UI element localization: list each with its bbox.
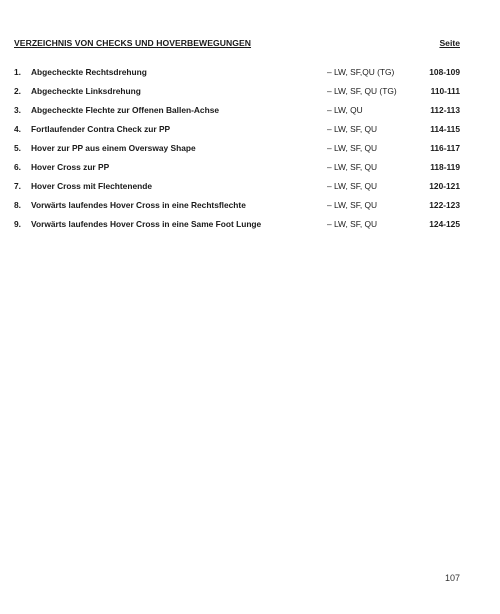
entry-dances: – LW, SF, QU (TG): [327, 86, 397, 96]
page-title: VERZEICHNIS VON CHECKS UND HOVERBEWEGUNGEN: [14, 38, 252, 48]
toc-entry: [14, 105, 460, 124]
entry-title: Hover Cross zur PP: [31, 162, 110, 172]
entry-dances: – LW, QU: [327, 105, 363, 115]
entry-dances: – LW, SF, QU: [327, 162, 378, 172]
entry-title: Abgecheckte Flechte zur Offenen Ballen-Achse: [31, 105, 220, 115]
toc-entry: [14, 143, 460, 162]
entry-title: Abgecheckte Rechtsdrehung: [31, 67, 147, 77]
entry-pages: 110-111: [430, 86, 460, 96]
entry-title: Fortlaufender Contra Check zur PP: [31, 124, 171, 134]
entry-number: 8.: [14, 200, 21, 210]
entry-number: 6.: [14, 162, 21, 172]
entry-number: 1.: [14, 67, 21, 77]
entry-dances: – LW, SF, QU: [327, 219, 378, 229]
entry-pages: 120-121: [429, 181, 460, 191]
toc-header: [14, 38, 460, 52]
toc-entry: [14, 86, 460, 105]
toc-entry: [14, 162, 460, 181]
entry-pages: 114-115: [430, 124, 460, 134]
entry-number: 9.: [14, 219, 21, 229]
toc-entry: [14, 67, 460, 86]
table-of-contents: [14, 67, 460, 238]
entry-dances: – LW, SF, QU: [327, 124, 378, 134]
toc-entry: [14, 181, 460, 200]
entry-title: Vorwärts laufendes Hover Cross in eine Same Foot Lunge: [31, 219, 262, 229]
toc-entry: [14, 219, 460, 238]
entry-number: 4.: [14, 124, 21, 134]
entry-number: 3.: [14, 105, 21, 115]
entry-title: Hover Cross mit Flechtenende: [31, 181, 153, 191]
entry-pages: 112-113: [430, 105, 460, 115]
entry-pages: 118-119: [430, 162, 460, 172]
entry-number: 5.: [14, 143, 21, 153]
page-column-heading: Seite: [439, 38, 460, 48]
entry-number: 2.: [14, 86, 21, 96]
entry-title: Abgecheckte Linksdrehung: [31, 86, 141, 96]
toc-entry: [14, 200, 460, 219]
toc-entry: [14, 124, 460, 143]
entry-dances: – LW, SF,QU (TG): [327, 67, 395, 77]
entry-pages: 124-125: [429, 219, 460, 229]
entry-pages: 122-123: [429, 200, 460, 210]
entry-title: Hover zur PP aus einem Oversway Shape: [31, 143, 196, 153]
entry-pages: 116-117: [430, 143, 460, 153]
entry-pages: 108-109: [429, 67, 460, 77]
page-number: 107: [444, 573, 460, 583]
entry-dances: – LW, SF, QU: [327, 181, 378, 191]
entry-number: 7.: [14, 181, 21, 191]
entry-title: Vorwärts laufendes Hover Cross in eine Rechtsflechte: [31, 200, 246, 210]
entry-dances: – LW, SF, QU: [327, 143, 378, 153]
entry-dances: – LW, SF, QU: [327, 200, 378, 210]
